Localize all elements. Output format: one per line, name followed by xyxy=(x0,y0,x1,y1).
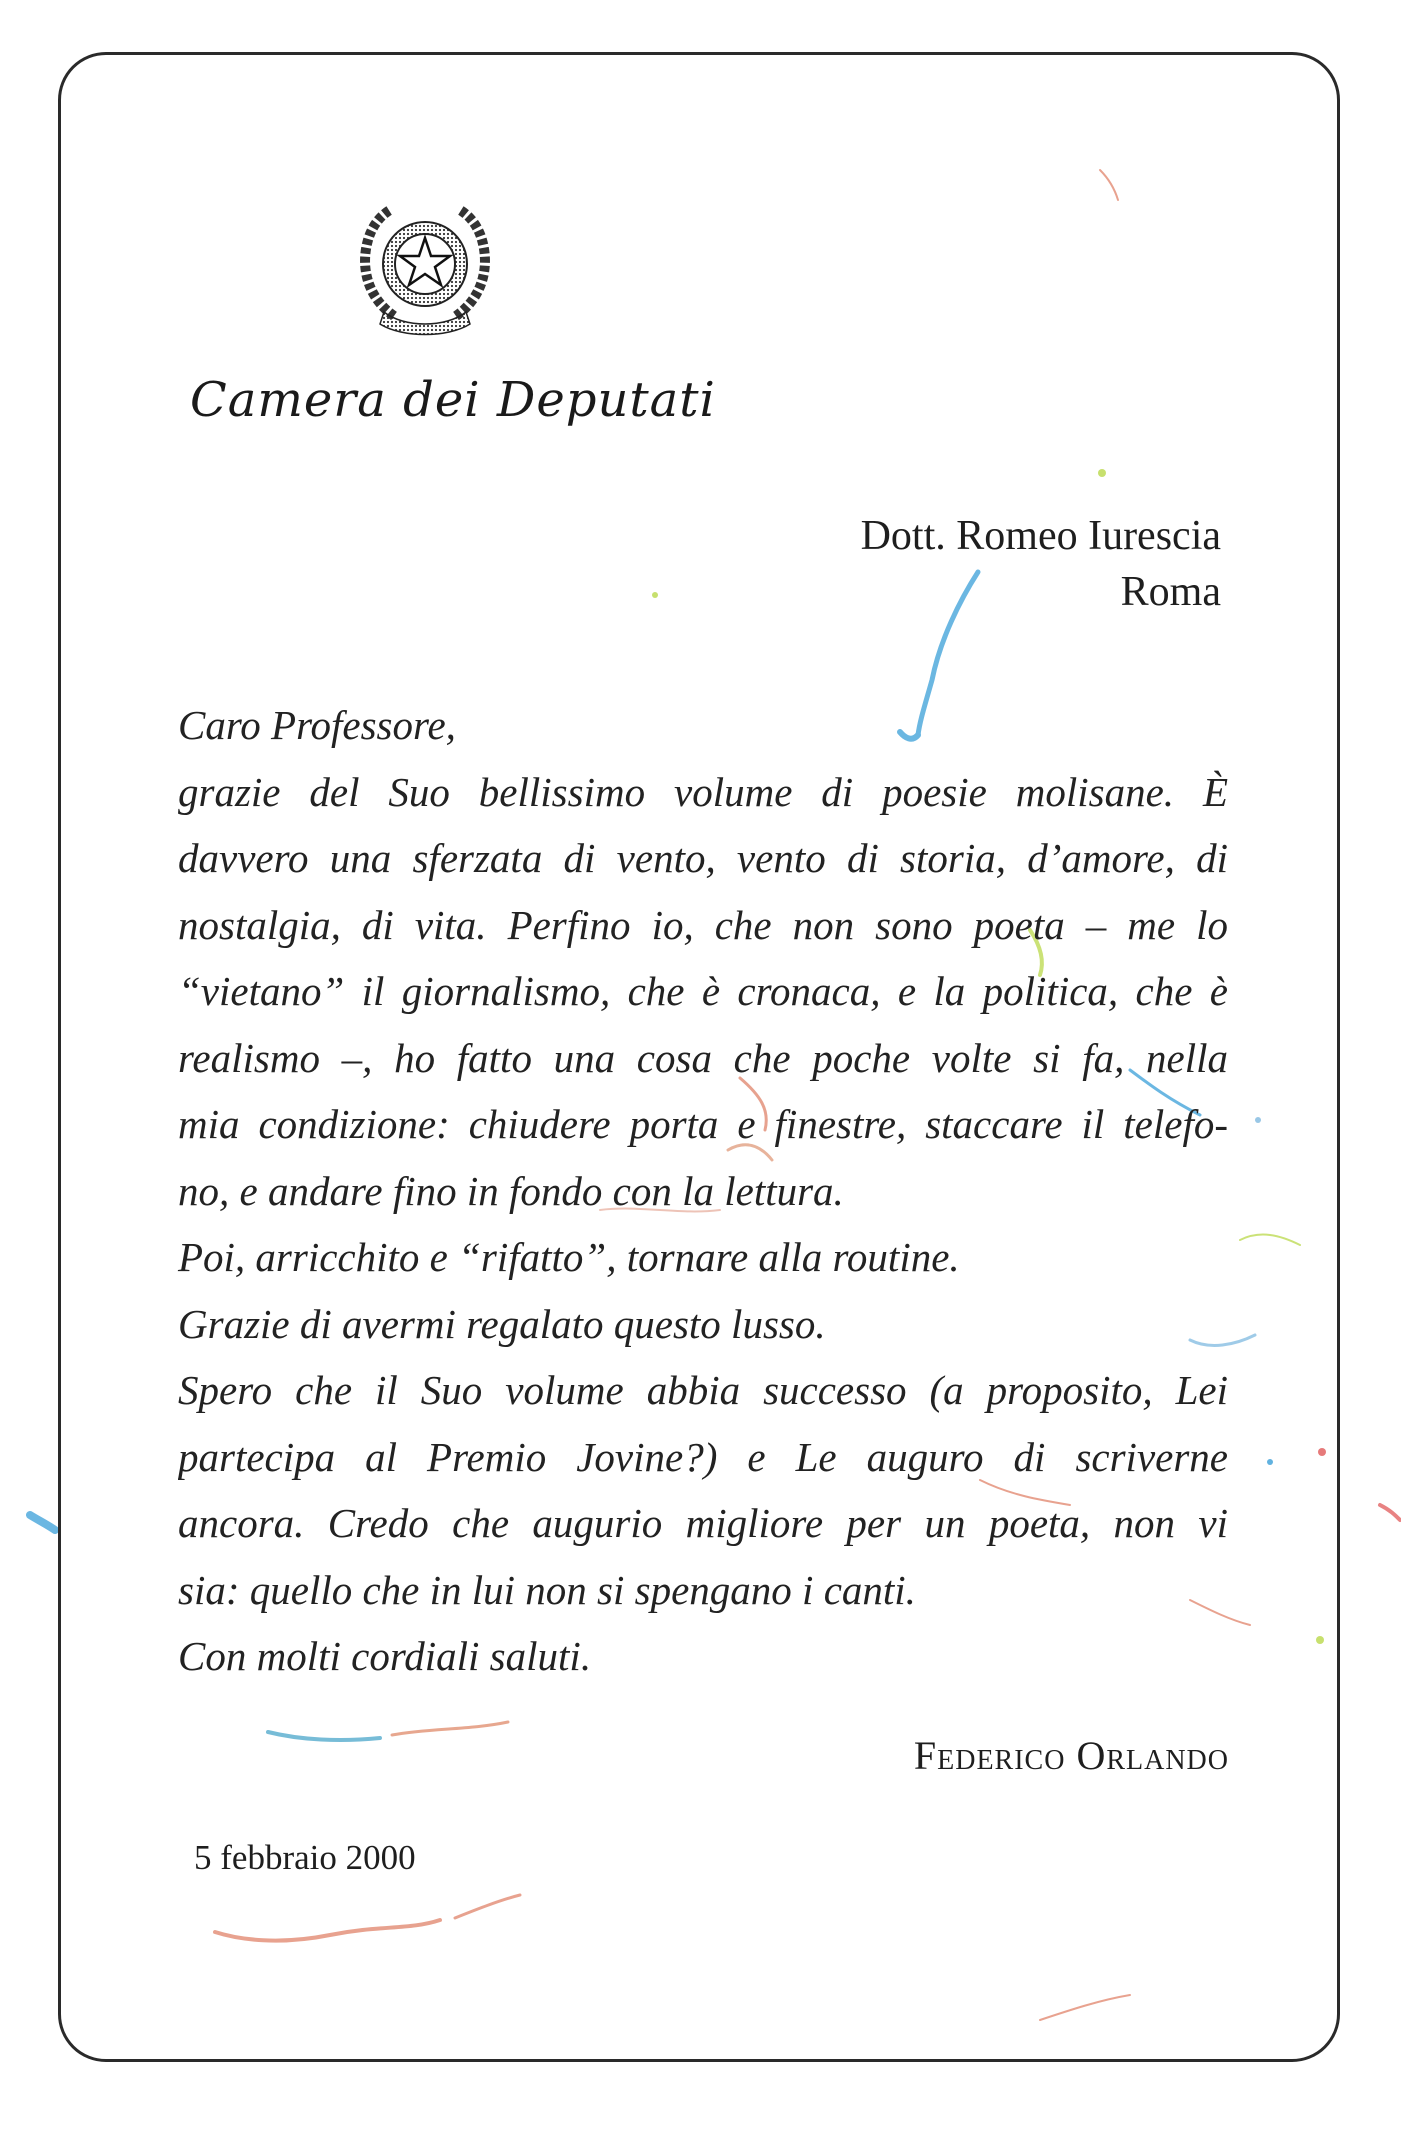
letterhead-title: Camera dei Deputati xyxy=(190,372,716,428)
body-line: Caro Professore, xyxy=(178,702,456,748)
letter-body xyxy=(178,692,1228,1690)
body-line: Poi, arricchito e “rifatto”, tornare alla routine. xyxy=(178,1234,960,1280)
recipient-city: Roma xyxy=(1120,569,1221,615)
body-line: ancora. Credo che augurio migliore per un poeta, non vi xyxy=(178,1500,1228,1546)
recipient-address xyxy=(861,508,1221,620)
body-line: Spero che il Suo volume abbia successo (a proposito, Lei xyxy=(178,1367,1228,1413)
letter-date: 5 febbraio 2000 xyxy=(194,1838,416,1877)
body-line: realismo –, ho fatto una cosa che poche volte si fa, nella xyxy=(178,1034,1228,1081)
italian-republic-emblem-icon xyxy=(354,188,496,338)
body-line: no, e andare fino in fondo con la lettura. xyxy=(178,1167,844,1214)
recipient-name: Dott. Romeo Iurescia xyxy=(860,513,1221,559)
body-line: davvero una sferzata di vento, vento di storia, d’amore, di xyxy=(178,835,1228,881)
body-line: Con molti cordiali saluti. xyxy=(178,1633,592,1679)
body-line: nostalgia, di vita. Perfino io, che non sono poeta – me lo xyxy=(178,901,1228,948)
body-line: Grazie di avermi regalato questo lusso. xyxy=(178,1300,826,1347)
body-line: sia: quello che in lui non si spengano i canti. xyxy=(178,1566,916,1613)
body-line: grazie del Suo bellissimo volume di poesie molisane. È xyxy=(178,768,1228,815)
body-line: mia condizione: chiudere porta e finestre, staccare il telefo- xyxy=(178,1101,1228,1147)
body-line: partecipa al Premio Jovine?) e Le auguro di scriverne xyxy=(178,1433,1228,1480)
body-line: “vietano” il giornalismo, che è cronaca, e la politica, che è xyxy=(178,968,1228,1014)
signature: Federico Orlando xyxy=(913,1733,1229,1778)
